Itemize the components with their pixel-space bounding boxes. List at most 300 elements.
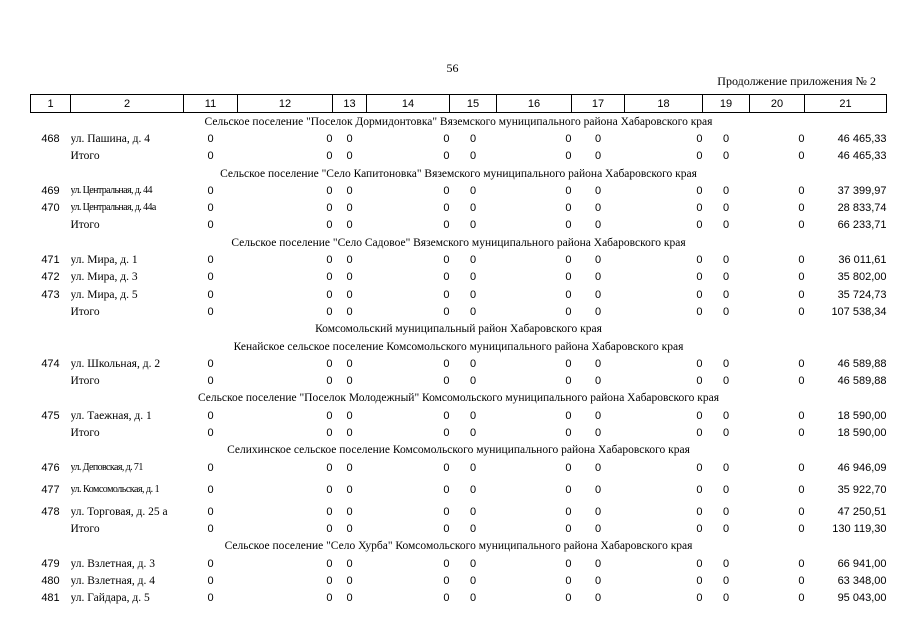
- value-cell: 0: [469, 426, 477, 439]
- row-number: 474: [41, 357, 60, 370]
- value-cell: 0: [469, 357, 477, 370]
- value-cell: 0: [443, 132, 450, 145]
- value-cell: 0: [326, 575, 333, 588]
- value-cell: 0: [469, 150, 477, 163]
- value-cell: 0: [207, 132, 214, 145]
- value-cell: 0: [722, 461, 730, 474]
- value-cell: 0: [469, 409, 477, 422]
- address-cell: Итого: [70, 375, 100, 388]
- value-cell: 0: [565, 254, 572, 267]
- column-header: 11: [184, 95, 238, 113]
- value-cell: 0: [207, 409, 214, 422]
- value-cell: 0: [207, 575, 214, 588]
- value-cell: 0: [798, 592, 805, 605]
- total-cell: 130 119,30: [832, 523, 887, 536]
- value-cell: 0: [722, 254, 730, 267]
- value-cell: 0: [469, 461, 477, 474]
- value-cell: 0: [696, 426, 703, 439]
- value-cell: 0: [594, 575, 602, 588]
- value-cell: 0: [594, 288, 602, 301]
- value-cell: 0: [207, 483, 214, 496]
- value-cell: 0: [326, 305, 333, 318]
- value-cell: 0: [594, 150, 602, 163]
- value-cell: 0: [722, 271, 730, 284]
- total-cell: 18 590,00: [837, 426, 887, 439]
- value-cell: 0: [798, 305, 805, 318]
- value-cell: 0: [346, 271, 353, 284]
- table-row: [31, 130, 887, 147]
- section-title: Сельское поселение "Село Садовое" Вяземского муниципального района Хабаровского края: [231, 236, 686, 249]
- value-cell: 0: [594, 409, 602, 422]
- column-header: 14: [367, 95, 450, 113]
- value-cell: 0: [594, 557, 602, 570]
- section-title: Сельское поселение "Поселок Дормидонтовка" Вяземского муниципального района Хабаровского края: [204, 115, 713, 128]
- address-cell: Итого: [70, 523, 100, 536]
- total-cell: 46 589,88: [837, 357, 887, 370]
- value-cell: 0: [443, 409, 450, 422]
- value-cell: 0: [696, 592, 703, 605]
- value-cell: 0: [696, 375, 703, 388]
- value-cell: 0: [798, 409, 805, 422]
- subtotal-row: [31, 303, 887, 320]
- value-cell: 0: [722, 505, 730, 518]
- total-cell: 18 590,00: [837, 409, 887, 422]
- value-cell: 0: [722, 483, 730, 496]
- section-title: Сельское поселение "Село Капитоновка" Вяземского муниципального района Хабаровского края: [220, 167, 697, 180]
- value-cell: 0: [696, 357, 703, 370]
- value-cell: 0: [469, 483, 477, 496]
- subtotal-row: [31, 217, 887, 234]
- value-cell: 0: [565, 357, 572, 370]
- row-number: 476: [41, 461, 60, 474]
- value-cell: 0: [798, 184, 805, 197]
- value-cell: 0: [469, 219, 477, 232]
- total-cell: 66 233,71: [837, 219, 887, 232]
- subtotal-row: [31, 424, 887, 441]
- value-cell: 0: [346, 254, 353, 267]
- value-cell: 0: [346, 505, 353, 518]
- value-cell: 0: [443, 461, 450, 474]
- row-number: 468: [41, 132, 60, 145]
- address-cell: ул. Центральная, д. 44: [70, 184, 152, 196]
- value-cell: 0: [594, 461, 602, 474]
- value-cell: 0: [469, 375, 477, 388]
- appendix-table: [30, 94, 887, 607]
- value-cell: 0: [207, 375, 214, 388]
- value-cell: 0: [594, 305, 602, 318]
- table-row: [31, 199, 887, 216]
- total-cell: 47 250,51: [837, 505, 887, 518]
- value-cell: 0: [798, 575, 805, 588]
- value-cell: 0: [207, 219, 214, 232]
- row-number: 472: [41, 271, 60, 284]
- total-cell: 35 724,73: [837, 288, 887, 301]
- page-number: 56: [446, 61, 459, 75]
- value-cell: 0: [722, 219, 730, 232]
- table-row: [31, 476, 887, 503]
- row-number: 477: [41, 483, 60, 496]
- row-number: 475: [41, 409, 60, 422]
- total-cell: 35 802,00: [837, 271, 887, 284]
- value-cell: 0: [565, 271, 572, 284]
- address-cell: ул. Взлетная, д. 3: [70, 557, 155, 570]
- value-cell: 0: [469, 184, 477, 197]
- address-cell: ул. Мира, д. 1: [70, 254, 138, 267]
- column-header: 13: [333, 95, 367, 113]
- column-header: 17: [572, 95, 625, 113]
- value-cell: 0: [346, 150, 353, 163]
- value-cell: 0: [594, 592, 602, 605]
- value-cell: 0: [565, 305, 572, 318]
- value-cell: 0: [565, 184, 572, 197]
- value-cell: 0: [207, 202, 214, 215]
- value-cell: 0: [798, 254, 805, 267]
- value-cell: 0: [443, 219, 450, 232]
- value-cell: 0: [346, 202, 353, 215]
- row-number: 480: [41, 575, 60, 588]
- header-row: [31, 95, 887, 113]
- address-cell: ул. Таежная, д. 1: [70, 409, 152, 422]
- value-cell: 0: [722, 357, 730, 370]
- row-number: [31, 303, 71, 320]
- total-cell: 107 538,34: [831, 305, 887, 318]
- value-cell: 0: [565, 505, 572, 518]
- value-cell: 0: [798, 523, 805, 536]
- value-cell: 0: [469, 288, 477, 301]
- value-cell: 0: [443, 375, 450, 388]
- address-cell: ул. Деповская, д. 71: [70, 461, 143, 473]
- section-title: Сельское поселение "Село Хурба" Комсомольского муниципального района Хабаровского края: [224, 540, 693, 553]
- value-cell: 0: [326, 288, 333, 301]
- address-cell: ул. Школьная, д. 2: [70, 357, 161, 370]
- value-cell: 0: [696, 254, 703, 267]
- value-cell: 0: [207, 461, 214, 474]
- value-cell: 0: [346, 409, 353, 422]
- value-cell: 0: [565, 523, 572, 536]
- value-cell: 0: [326, 426, 333, 439]
- value-cell: 0: [696, 461, 703, 474]
- table-row: [31, 251, 887, 268]
- section-row: [31, 165, 887, 182]
- subtotal-row: [31, 521, 887, 538]
- value-cell: 0: [207, 150, 214, 163]
- value-cell: 0: [565, 557, 572, 570]
- value-cell: 0: [798, 150, 805, 163]
- value-cell: 0: [722, 409, 730, 422]
- table-row: [31, 182, 887, 199]
- column-header: 15: [450, 95, 497, 113]
- value-cell: 0: [696, 271, 703, 284]
- value-cell: 0: [469, 557, 477, 570]
- total-cell: 46 589,88: [837, 375, 887, 388]
- section-title: Селихинское сельское поселение Комсомольского муниципального района Хабаровского края: [227, 444, 690, 457]
- value-cell: 0: [594, 184, 602, 197]
- value-cell: 0: [326, 592, 333, 605]
- subtotal-row: [31, 148, 887, 165]
- value-cell: 0: [207, 305, 214, 318]
- value-cell: 0: [798, 219, 805, 232]
- value-cell: 0: [696, 557, 703, 570]
- value-cell: 0: [722, 184, 730, 197]
- section-row: [31, 338, 887, 355]
- value-cell: 0: [722, 150, 730, 163]
- value-cell: 0: [696, 219, 703, 232]
- value-cell: 0: [326, 184, 333, 197]
- value-cell: 0: [443, 288, 450, 301]
- value-cell: 0: [696, 523, 703, 536]
- value-cell: 0: [565, 219, 572, 232]
- value-cell: 0: [594, 483, 602, 496]
- value-cell: 0: [696, 305, 703, 318]
- value-cell: 0: [722, 426, 730, 439]
- row-number: [31, 521, 71, 538]
- value-cell: 0: [326, 483, 333, 496]
- section-row: [31, 390, 887, 407]
- value-cell: 0: [696, 575, 703, 588]
- value-cell: 0: [469, 254, 477, 267]
- value-cell: 0: [346, 426, 353, 439]
- value-cell: 0: [207, 288, 214, 301]
- value-cell: 0: [798, 505, 805, 518]
- value-cell: 0: [469, 305, 477, 318]
- row-number: 473: [41, 288, 60, 301]
- value-cell: 0: [443, 426, 450, 439]
- section-title: Сельское поселение "Поселок Молодежный" Комсомольского муниципального района Хабаровского края: [197, 392, 720, 405]
- value-cell: 0: [722, 202, 730, 215]
- value-cell: 0: [443, 505, 450, 518]
- value-cell: 0: [346, 184, 353, 197]
- column-header: 21: [805, 95, 887, 113]
- value-cell: 0: [469, 202, 477, 215]
- value-cell: 0: [346, 288, 353, 301]
- value-cell: 0: [722, 375, 730, 388]
- value-cell: 0: [469, 505, 477, 518]
- value-cell: 0: [326, 461, 333, 474]
- value-cell: 0: [722, 575, 730, 588]
- table-row: [31, 269, 887, 286]
- row-number: 469: [41, 184, 60, 197]
- value-cell: 0: [696, 202, 703, 215]
- value-cell: 0: [443, 305, 450, 318]
- table-row: [31, 555, 887, 572]
- value-cell: 0: [565, 592, 572, 605]
- value-cell: 0: [346, 592, 353, 605]
- value-cell: 0: [443, 523, 450, 536]
- value-cell: 0: [594, 254, 602, 267]
- value-cell: 0: [594, 202, 602, 215]
- value-cell: 0: [594, 271, 602, 284]
- value-cell: 0: [594, 426, 602, 439]
- value-cell: 0: [326, 254, 333, 267]
- value-cell: 0: [696, 409, 703, 422]
- value-cell: 0: [565, 426, 572, 439]
- column-header: 20: [750, 95, 805, 113]
- row-number: [31, 372, 71, 389]
- value-cell: 0: [798, 557, 805, 570]
- value-cell: 0: [565, 150, 572, 163]
- value-cell: 0: [326, 219, 333, 232]
- address-cell: ул. Центральная, д. 44а: [70, 202, 156, 214]
- address-cell: ул. Торговая, д. 25 а: [70, 505, 168, 518]
- value-cell: 0: [594, 219, 602, 232]
- value-cell: 0: [207, 523, 214, 536]
- value-cell: 0: [722, 132, 730, 145]
- column-header: 12: [238, 95, 333, 113]
- value-cell: 0: [469, 592, 477, 605]
- value-cell: 0: [346, 375, 353, 388]
- section-row: [31, 113, 887, 131]
- continuation-note: Продолжение приложения № 2: [717, 74, 876, 88]
- column-header: 1: [31, 95, 71, 113]
- value-cell: 0: [326, 271, 333, 284]
- table-row: [31, 407, 887, 424]
- value-cell: 0: [326, 357, 333, 370]
- value-cell: 0: [326, 375, 333, 388]
- value-cell: 0: [346, 305, 353, 318]
- value-cell: 0: [469, 575, 477, 588]
- row-number: 481: [41, 592, 60, 605]
- value-cell: 0: [722, 305, 730, 318]
- value-cell: 0: [565, 409, 572, 422]
- value-cell: 0: [207, 184, 214, 197]
- value-cell: 0: [443, 254, 450, 267]
- value-cell: 0: [722, 592, 730, 605]
- value-cell: 0: [565, 575, 572, 588]
- address-cell: ул. Гайдара, д. 5: [70, 592, 150, 605]
- value-cell: 0: [798, 483, 805, 496]
- address-cell: Итого: [70, 426, 100, 439]
- value-cell: 0: [346, 575, 353, 588]
- value-cell: 0: [346, 461, 353, 474]
- table-row: [31, 590, 887, 607]
- value-cell: 0: [594, 357, 602, 370]
- value-cell: 0: [798, 271, 805, 284]
- address-cell: ул. Комсомольская, д. 1: [70, 484, 160, 496]
- value-cell: 0: [469, 132, 477, 145]
- section-title: Кенайское сельское поселение Комсомольского муниципального района Хабаровского края: [233, 340, 684, 353]
- value-cell: 0: [722, 523, 730, 536]
- value-cell: 0: [326, 505, 333, 518]
- total-cell: 37 399,97: [837, 184, 887, 197]
- value-cell: 0: [565, 483, 572, 496]
- value-cell: 0: [346, 357, 353, 370]
- value-cell: 0: [443, 483, 450, 496]
- address-cell: ул. Мира, д. 5: [70, 288, 138, 301]
- column-header: 16: [497, 95, 572, 113]
- value-cell: 0: [346, 219, 353, 232]
- table-row: [31, 503, 887, 520]
- value-cell: 0: [696, 288, 703, 301]
- column-header: 19: [703, 95, 750, 113]
- value-cell: 0: [326, 523, 333, 536]
- value-cell: 0: [443, 357, 450, 370]
- value-cell: 0: [469, 271, 477, 284]
- total-cell: 95 043,00: [837, 592, 887, 605]
- value-cell: 0: [207, 271, 214, 284]
- row-number: [31, 424, 71, 441]
- value-cell: 0: [346, 557, 353, 570]
- value-cell: 0: [798, 357, 805, 370]
- value-cell: 0: [565, 461, 572, 474]
- value-cell: 0: [443, 575, 450, 588]
- row-number: 471: [41, 254, 60, 267]
- value-cell: 0: [207, 505, 214, 518]
- value-cell: 0: [207, 357, 214, 370]
- total-cell: 66 941,00: [837, 557, 887, 570]
- total-cell: 35 922,70: [837, 483, 887, 496]
- total-cell: 46 465,33: [837, 132, 887, 145]
- value-cell: 0: [326, 132, 333, 145]
- value-cell: 0: [722, 557, 730, 570]
- section-row: [31, 321, 887, 338]
- value-cell: 0: [565, 288, 572, 301]
- total-cell: 36 011,61: [838, 254, 887, 267]
- value-cell: 0: [326, 150, 333, 163]
- value-cell: 0: [207, 592, 214, 605]
- section-row: [31, 234, 887, 251]
- column-header: 18: [625, 95, 703, 113]
- value-cell: 0: [696, 505, 703, 518]
- value-cell: 0: [207, 557, 214, 570]
- total-cell: 28 833,74: [837, 202, 887, 215]
- value-cell: 0: [207, 254, 214, 267]
- value-cell: 0: [443, 184, 450, 197]
- row-number: 479: [41, 557, 60, 570]
- value-cell: 0: [326, 202, 333, 215]
- value-cell: 0: [798, 461, 805, 474]
- value-cell: 0: [346, 132, 353, 145]
- value-cell: 0: [565, 375, 572, 388]
- value-cell: 0: [594, 132, 602, 145]
- row-number: 470: [41, 202, 60, 215]
- row-number: 478: [41, 505, 60, 518]
- value-cell: 0: [798, 375, 805, 388]
- value-cell: 0: [565, 202, 572, 215]
- value-cell: 0: [798, 426, 805, 439]
- value-cell: 0: [696, 184, 703, 197]
- value-cell: 0: [565, 132, 572, 145]
- value-cell: 0: [207, 426, 214, 439]
- address-cell: Итого: [70, 219, 100, 232]
- table-row: [31, 286, 887, 303]
- row-number: [31, 148, 71, 165]
- address-cell: Итого: [70, 305, 100, 318]
- value-cell: 0: [326, 557, 333, 570]
- address-cell: ул. Взлетная, д. 4: [70, 575, 155, 588]
- value-cell: 0: [443, 202, 450, 215]
- value-cell: 0: [346, 523, 353, 536]
- total-cell: 63 348,00: [837, 575, 887, 588]
- table-row: [31, 572, 887, 589]
- value-cell: 0: [346, 483, 353, 496]
- address-cell: ул. Мира, д. 3: [70, 271, 138, 284]
- address-cell: Итого: [70, 150, 100, 163]
- section-title: Комсомольский муниципальный район Хабаровского края: [315, 323, 602, 336]
- subtotal-row: [31, 372, 887, 389]
- section-row: [31, 538, 887, 555]
- table-row: [31, 355, 887, 372]
- address-cell: ул. Пашина, д. 4: [70, 132, 151, 145]
- value-cell: 0: [798, 132, 805, 145]
- value-cell: 0: [798, 288, 805, 301]
- value-cell: 0: [443, 150, 450, 163]
- value-cell: 0: [594, 505, 602, 518]
- value-cell: 0: [696, 132, 703, 145]
- value-cell: 0: [594, 375, 602, 388]
- value-cell: 0: [696, 483, 703, 496]
- total-cell: 46 946,09: [837, 461, 887, 474]
- row-number: [31, 217, 71, 234]
